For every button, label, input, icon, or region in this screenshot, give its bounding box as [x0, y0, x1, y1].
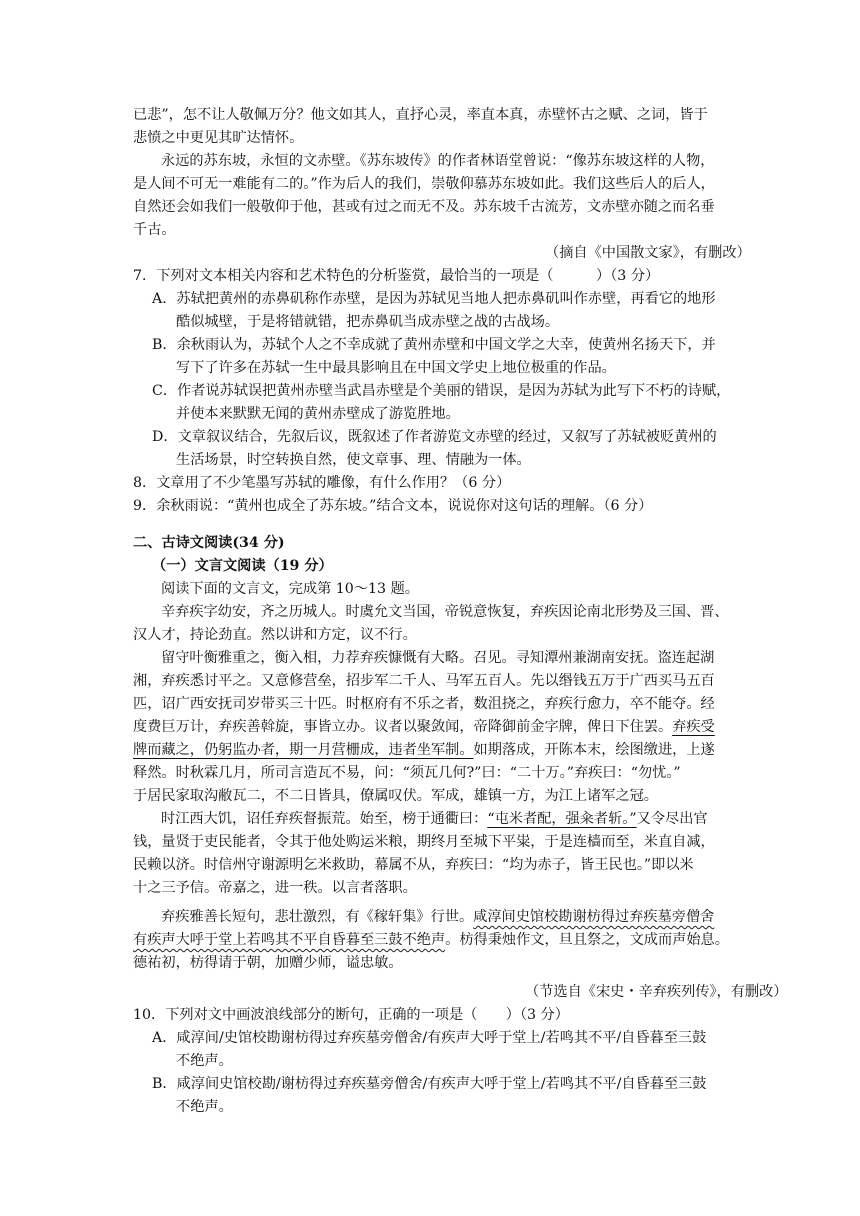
- classical-line: 于居民家取沟敝瓦二，不二日皆具，僚属叹伏。军成，雄镇一方，为江上诸军之冠。: [133, 788, 658, 804]
- passage-line: 悲愤之中更见其旷达情怀。: [133, 130, 304, 146]
- option-7a-cont: 酷似城壁，于是将错就错，把赤鼻矶当成赤壁之战的古战场。: [176, 314, 560, 330]
- option-10a: A．咸淳间/史馆校勘谢枋得过弃疾墓旁僧舍/有疾声大呼于堂上/若鸣其不平/自昏暮至三鼓: [152, 1030, 707, 1046]
- classical-text: 如期落成，开陈本末，绘图缴进，上遂: [473, 742, 715, 758]
- wavy-underlined-passage: 有疾声大呼于堂上若鸣其不平自昏暮至三鼓不绝声: [133, 932, 446, 948]
- classical-line: [133, 717, 715, 737]
- section-heading: 二、古诗文阅读(34 分): [133, 535, 285, 551]
- passage-line: 是人间不可无一难能有二的。”作为后人的我们，崇敬仰慕苏东坡如此。我们这些后人的后人，: [133, 176, 715, 192]
- classical-line: 释然。时秋霖几月，所司言造瓦不易，问：“须瓦几何?”曰：“二十万。”弃疾曰：“勿忧。”: [133, 765, 681, 781]
- option-7b: B．余秋雨认为，苏轼个人之不幸成就了黄州赤壁和中国文学之大幸，使黄州名扬天下，并: [152, 337, 716, 353]
- passage-line: 千古。: [133, 222, 176, 238]
- question-8: 8．文章用了不少笔墨写苏轼的雕像，有什么作用？（6 分）: [133, 475, 511, 491]
- option-7c-cont: 并使本来默默无闻的黄州赤壁成了游览胜地。: [176, 406, 460, 422]
- underlined-sentence: 弃疾受: [672, 719, 715, 735]
- classical-text: 度费巨万计，弃疾善斡旋，事皆立办。议者以聚敛闻，帝降御前金字牌，俾日下住罢。: [133, 719, 673, 735]
- classical-text: 弃疾雅善长短句，悲壮激烈，有《稼轩集》行世。: [161, 909, 474, 925]
- classical-line: 辛弃疾字幼安，齐之历城人。时虞允文当国，帝锐意恢复，弃疾因论南北形势及三国、晋、: [161, 604, 729, 620]
- classical-line: 民赖以济。时信州守谢源明乞米救助，幕属不从，弃疾曰：“均为赤子，皆王民也。”即以米: [133, 857, 694, 873]
- option-7d: D．文章叙议结合，先叙后议，既叙述了作者游览文赤壁的经过，又叙写了苏轼被贬黄州的: [152, 429, 717, 445]
- instruction: 阅读下面的文言文，完成第 10～13 题。: [161, 581, 419, 597]
- wavy-underlined-passage: 咸淳间史馆校勘谢枋得过弃疾墓旁僧舍: [473, 909, 715, 925]
- question-10: 10．下列对文中画波浪线部分的断句，正确的一项是（ ）（3 分）: [133, 1007, 569, 1023]
- option-10a-cont: 不绝声。: [176, 1053, 233, 1069]
- classical-line: [161, 809, 708, 829]
- question-7: 7．下列对文本相关内容和艺术特色的分析鉴赏，最恰当的一项是（ ）（3 分）: [133, 268, 660, 284]
- classical-line: [161, 907, 714, 927]
- classical-line: 德祐初，枋得请于朝，加赠少师，谥忠敏。: [133, 955, 403, 971]
- subsection-heading: （一）文言文阅读（19 分）: [152, 558, 333, 574]
- passage-line: 永远的苏东坡，永恒的文赤壁。《苏东坡传》的作者林语堂曾说：“像苏东坡这样的人物，: [161, 153, 715, 169]
- classical-text: 。枋得秉烛作文，旦且祭之，文成而声始息。: [445, 932, 729, 948]
- classical-line: 匹，诏广西安抚司岁带买三十匹。时枢府有不乐之者，数沮挠之，弃疾行愈力，卒不能夺。经: [133, 696, 715, 712]
- option-7b-cont: 写下了许多在苏轼一生中最具影响且在中国文学史上地位极重的作品。: [176, 360, 616, 376]
- option-10b: B．咸淳间史馆校勘/谢枋得过弃疾墓旁僧舍/有疾声大呼于堂上/若鸣其不平/自昏暮至三鼓: [152, 1076, 707, 1092]
- classical-line: 汉人才，持论劲直。然以讲和方定，议不行。: [133, 627, 417, 643]
- passage-line: 已悲”，怎不让人敬佩万分？他文如其人，直抒心灵，率直本真，赤壁怀古之赋、之词，皆于: [133, 107, 708, 123]
- underlined-quote: “屯米者配，强籴者斩。”: [487, 811, 637, 827]
- source-note: （节选自《宋史・辛弃疾列传》，有删改）: [525, 984, 788, 1000]
- question-9: 9．余秋雨说：“黄州也成全了苏东坡。”结合文本，说说你对这句话的理解。（6 分）: [133, 498, 653, 514]
- source-note: （摘自《中国散文家》，有删改）: [545, 245, 751, 261]
- classical-line: 湘，弃疾悉讨平之。又意修营垒，招步军二千人、马军五百人。先以缗钱五万于广西买马五百: [133, 673, 715, 689]
- option-7a: A．苏轼把黄州的赤鼻矶称作赤壁，是因为苏轼见当地人把赤鼻矶叫作赤壁，再看它的地形: [152, 291, 716, 307]
- classical-text: 又令尽出官: [636, 811, 708, 827]
- classical-line: 留守叶衡雅重之，衡入相，力荐弃疾慷慨有大略。召见。寻知潭州兼湖南安抚。盗连起湖: [161, 650, 715, 666]
- classical-text: 时江西大饥，诏任弃疾督振荒。始至，榜于通衢曰：: [161, 811, 488, 827]
- passage-line: 自然还会如我们一般敬仰于他，甚或有过之而无不及。苏东坡千古流芳，文赤壁亦随之而名垂: [133, 199, 715, 215]
- option-7d-cont: 生活场景，时空转换自然，使文章事、理、情融为一体。: [176, 452, 531, 468]
- classical-line: 十之三予信。帝嘉之，进一秩。以言者落职。: [133, 880, 417, 896]
- option-7c: C．作者说苏轼误把黄州赤壁当武昌赤壁是个美丽的错误，是因为苏轼为此写下不朽的诗赋，: [152, 383, 731, 399]
- classical-line: [133, 930, 729, 950]
- classical-line: 钱，量贤于吏民能者，令其于他处购运米粮，期终月至城下平粜，于是连樯而至，米直自减，: [133, 834, 715, 850]
- underlined-sentence: 牌而藏之，仍躬监办者，期一月营栅成，违者坐军制。: [133, 742, 474, 758]
- option-10b-cont: 不绝声。: [176, 1099, 233, 1115]
- classical-line: [133, 740, 715, 760]
